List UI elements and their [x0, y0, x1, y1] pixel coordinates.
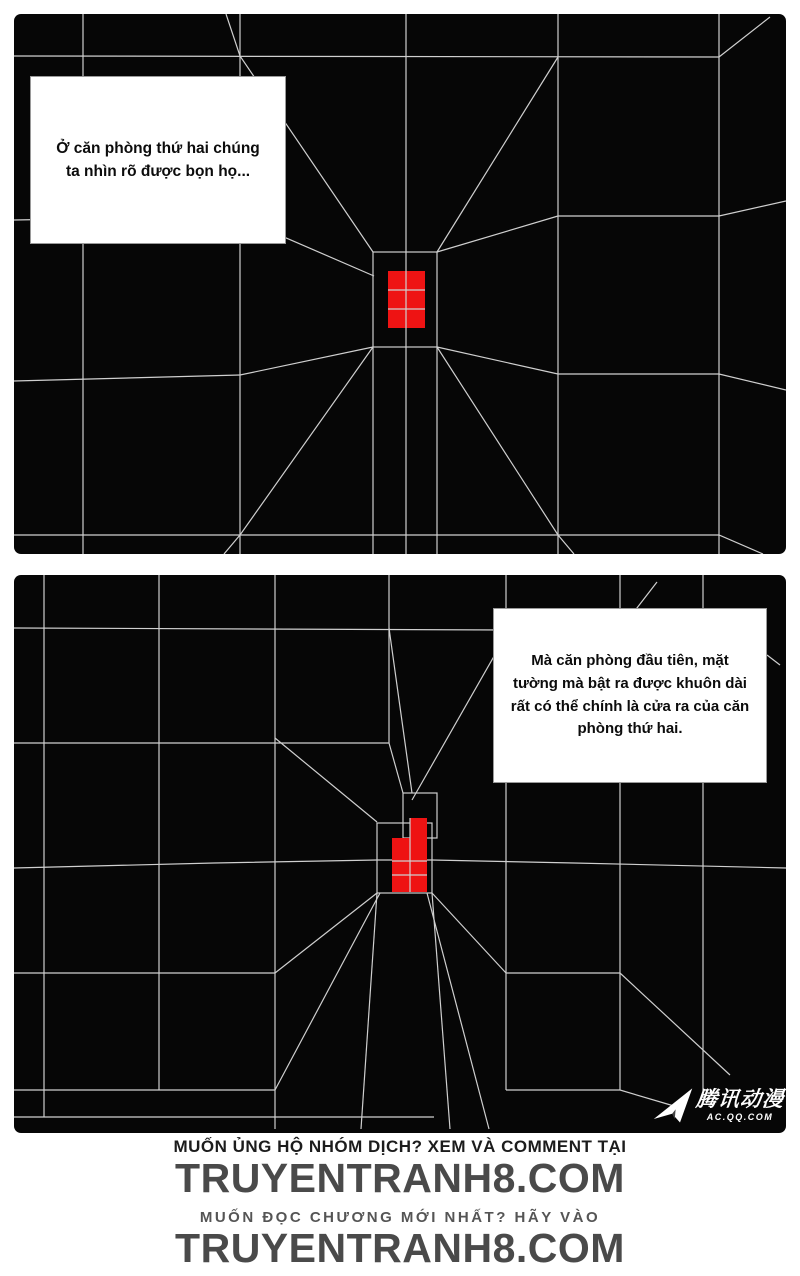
- watermark-site: AC.QQ.COM: [706, 1111, 774, 1122]
- tencent-comics-watermark: [652, 1079, 784, 1131]
- footer-site-name-1: TRUYENTRANH8.COM: [175, 1155, 625, 1201]
- footer-site-name-2: TRUYENTRANH8.COM: [175, 1225, 625, 1271]
- speech-bubble-1-text: Ở căn phòng thứ hai chúng ta nhìn rõ được bọn họ...: [56, 139, 260, 180]
- footer-support-line: MUỐN ỦNG HỘ NHÓM DỊCH? XEM VÀ COMMENT TẠI: [173, 1137, 627, 1156]
- watermark-brand: 腾讯动漫: [694, 1087, 786, 1111]
- speech-bubble-1: [30, 76, 286, 244]
- comic-panel-1: [14, 14, 786, 554]
- red-door-flap: [410, 818, 427, 838]
- comic-panel-2: [14, 575, 786, 1133]
- footer-latest-line: MUỐN ĐỌC CHƯƠNG MỚI NHẤT? HÃY VÀO: [199, 1209, 601, 1226]
- speech-bubble-2: [493, 608, 767, 783]
- speech-bubble-2-text: Mà căn phòng đầu tiên, mặt tường mà bật ra được khuôn dài rất có thể chính là cửa ra của căn phòng thứ hai.: [510, 651, 750, 738]
- paper-plane-icon: [652, 1085, 694, 1125]
- watermark-texts: [696, 1089, 784, 1122]
